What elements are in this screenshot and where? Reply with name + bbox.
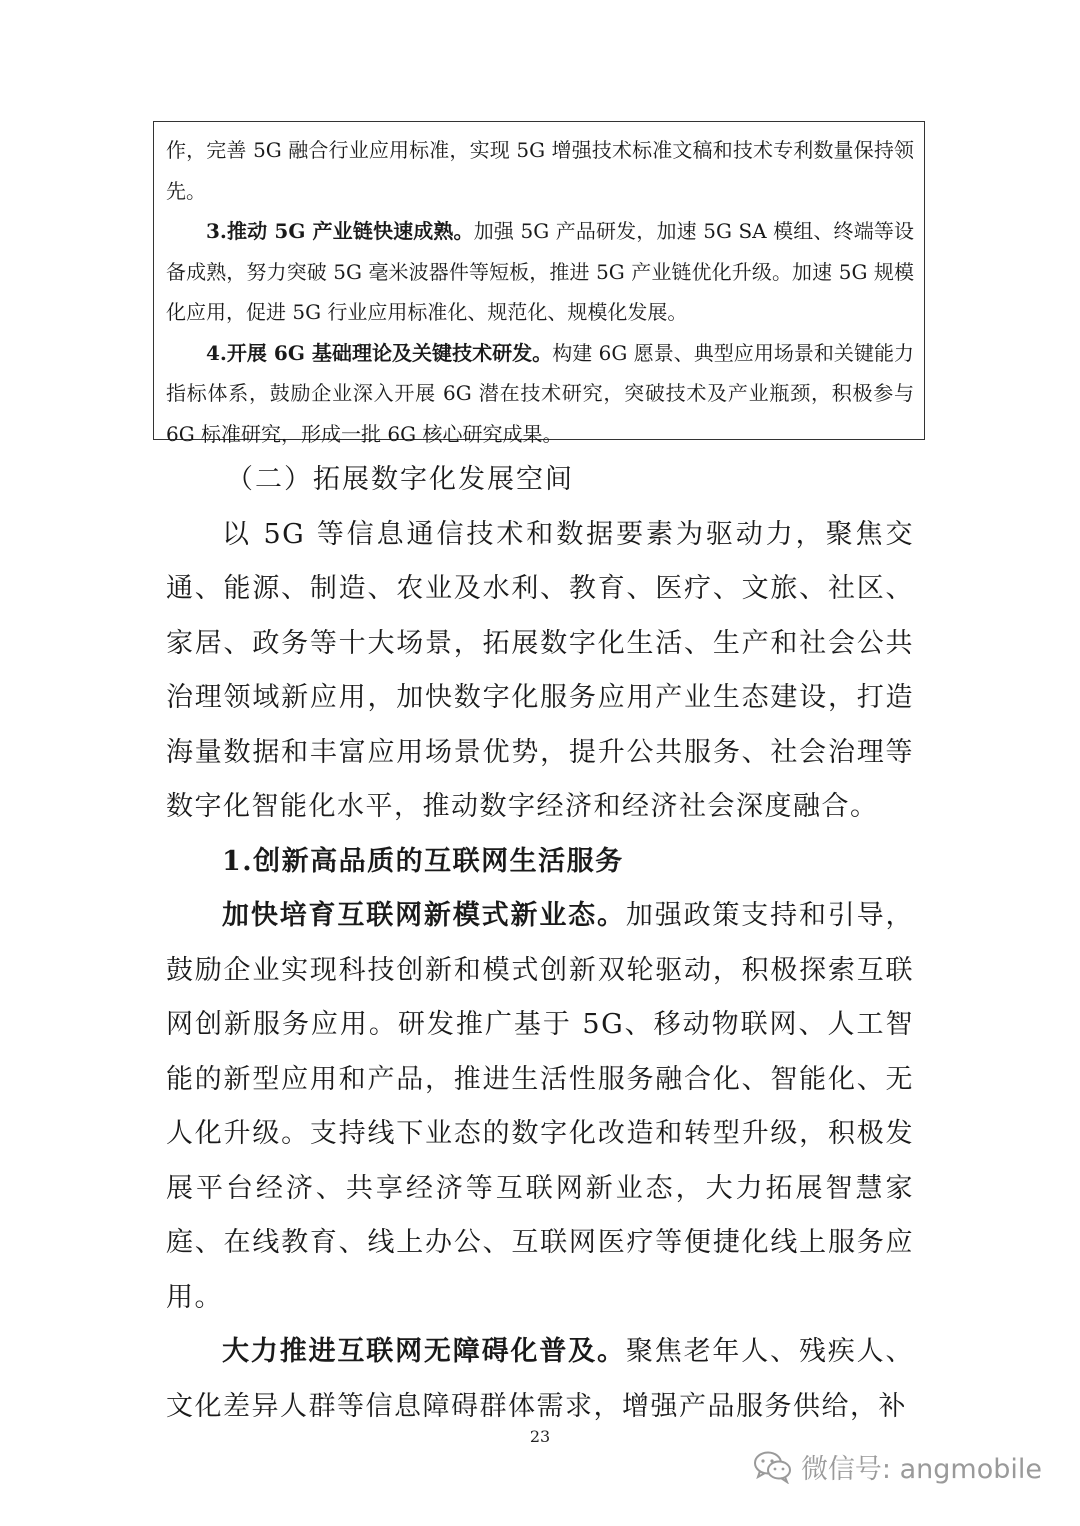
paragraph-new-business — [166, 889, 914, 1325]
highlight-box — [153, 121, 925, 446]
watermark — [753, 1447, 1042, 1486]
box-line-continuation: 作，完善 5G 融合行业应用标准，实现 5G 增强技术标准文稿和技术专利数量保持领先。 — [166, 138, 914, 203]
box-item-4-text: 构建 6G 愿景、典型应用场景和关键能力指标体系，鼓励企业深入开展 6G 潜在技术研究，突破技术及产业瓶颈，积极参与 6G 标准研究，形成一批 6G 核心研究成果。 — [166, 340, 914, 446]
main-body — [166, 453, 914, 1434]
page-number: 23 — [529, 1427, 551, 1446]
section-heading: （二）拓展数字化发展空间 — [226, 464, 574, 495]
paragraph-accessibility — [166, 1325, 914, 1434]
box-item-4 — [166, 333, 914, 455]
sub-heading: 1.创新高品质的互联网生活服务 — [222, 845, 624, 877]
box-item-4-title: 4.开展 6G 基础理论及关键技术研发。 — [206, 340, 553, 365]
watermark-text: 微信号: angmobile — [800, 1454, 1042, 1485]
box-item-3 — [166, 211, 914, 333]
paragraph-new-business-title: 加快培育互联网新模式新业态。 — [222, 900, 626, 931]
box-item-3-text: 加强 5G 产品研发，加速 5G SA 模组、终端等设备成熟，努力突破 5G 毫米波器件等短板，推进 5G 产业链优化升级。加速 5G 规模化应用，促进 5G 行业应用标准化、规范化、规模化发展。 — [166, 219, 914, 324]
paragraph-accessibility-title: 大力推进互联网无障碍化普及。 — [222, 1336, 626, 1367]
box-item-3-title: 3.推动 5G 产业链快速成熟。 — [206, 219, 474, 243]
wechat-icon — [753, 1450, 793, 1484]
paragraph-accessibility-text: 聚焦老年人、残疾人、文化差异人群等信息障碍群体需求，增强产品服务供给，补 — [166, 1336, 915, 1422]
paragraph-new-business-text: 加强政策支持和引导，鼓励企业实现科技创新和模式创新双轮驱动，积极探索互联网创新服务应用。研发推广基于 5G、移动物联网、人工智能的新型应用和产品，推进生活性服务融合化、智能化、无人化升级。支持线下业态的数字化改造和转型升级，积极发展平台经济、共享经济等互联网新业态，大力拓展智慧家庭、在线教育、线上办公、互联网医疗等便捷化线上服务应用。 — [166, 900, 915, 1313]
intro-paragraph: 以 5G 等信息通信技术和数据要素为驱动力，聚焦交通、能源、制造、农业及水利、教育、医疗、文旅、社区、家居、政务等十大场景，拓展数字化生活、生产和社会公共治理领域新应用，加快数字化服务应用产业生态建设，打造海量数据和丰富应用场景优势，提升公共服务、社会治理等数字化智能化水平，推动数字经济和经济社会深度融合。 — [166, 518, 914, 822]
